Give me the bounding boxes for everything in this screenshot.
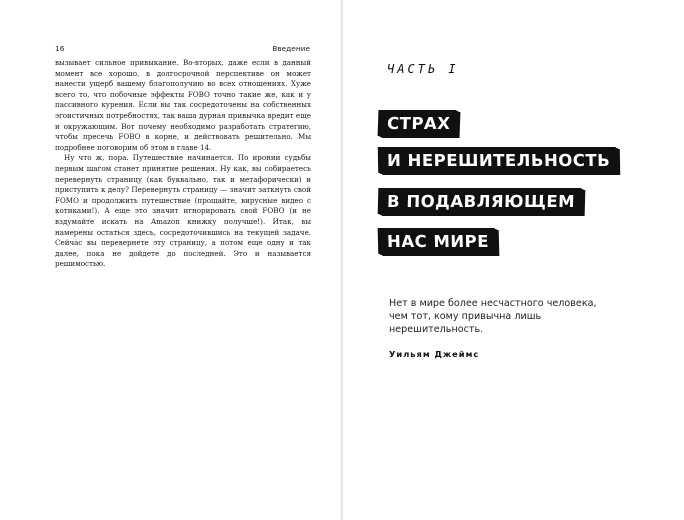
epigraph-quote: Нет в мире более несчастного человека, чем тот, кому привычна лишь нерешительность. bbox=[389, 298, 597, 336]
epigraph-author: Уильям Джеймс bbox=[389, 349, 480, 359]
body-text bbox=[55, 58, 311, 270]
page-number: 16 bbox=[55, 44, 65, 53]
part-label: ЧАСТЬ I bbox=[387, 62, 459, 76]
title-line-3: В ПОДАВЛЯЮЩЕМ bbox=[380, 189, 584, 215]
paragraph-1: вызывает сильное привыкание. Во-вторых, даже если в данный момент все хорошо, в долгосрочной перспективе он может нанести ущерб вашему благополучию во всех отношениях. Хуже всего то, что побочные эффекты FOBO точно такие же, как и у пассивного курения. Если вы так сосредоточены на собственных эгоистичных потребностях, так ваша дурная привычка вредит еще и окружающим. Вот почему необходимо разработать стратегию, чтобы пресечь FOBO в корне, и действовать решительно. Мы подробнее поговорим об этом в главе 14. bbox=[55, 58, 311, 152]
title-line-4: НАС МИРЕ bbox=[380, 229, 498, 255]
title-line-1: СТРАХ bbox=[380, 111, 459, 137]
paragraph-2: Ну что ж, пора. Путешествие начинается. По иронии судьбы первым шагом станет принятие решения. Ну как, вы собираетесь перевернуть страницу (как буквально, так и метафорически) и приступить к делу? Перевернуть страницу — значит заткнуть свой FOMO и продолжить путешествие (прощайте, вирусные видео с котиками!). А еще это значит игнорировать свой FOBO (и не вздумайте искать на Amazon книжку получше!). Итак, вы намерены остаться здесь, сосредоточившись на текущей задаче. Сейчас вы перевернете эту страницу, а потом еще одну и так далее, пока не дойдете до последней. Это и называется решимостью. bbox=[55, 153, 311, 269]
left-page bbox=[0, 0, 341, 520]
running-title: Введение bbox=[272, 44, 310, 53]
right-page bbox=[343, 0, 684, 520]
title-line-2: И НЕРЕШИТЕЛЬНОСТЬ bbox=[380, 148, 619, 174]
